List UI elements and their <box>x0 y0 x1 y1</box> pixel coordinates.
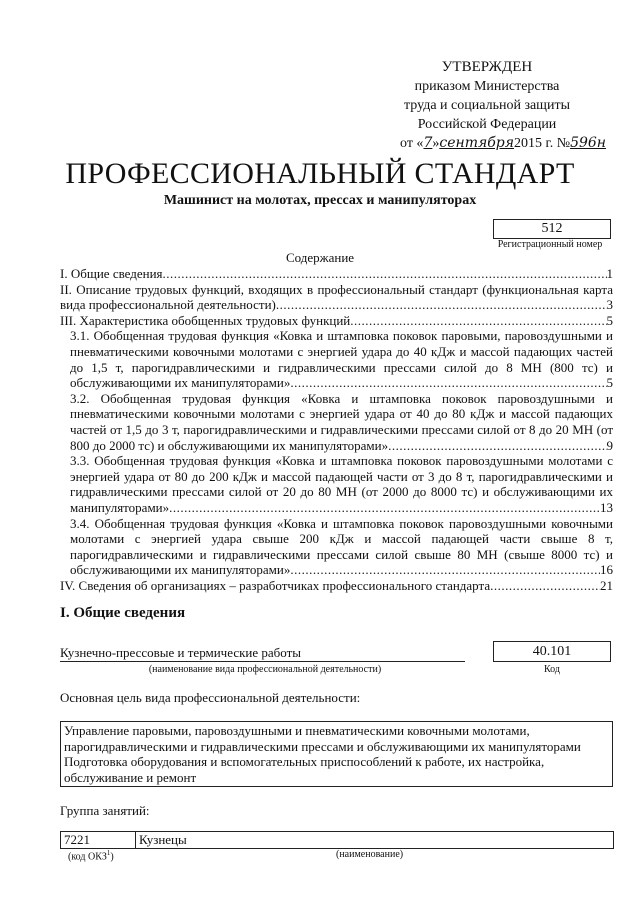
activity-caption: (наименование вида профессиональной деятельности) <box>148 664 382 675</box>
toc-item-line: до 1,5 т, парогидравлическими и гидравлическими прессами силой до 8 МН (800 тс) и <box>70 359 613 375</box>
goal-line: парогидравлическими и гидравлическими прессами и обслуживающими их манипуляторами <box>64 738 581 754</box>
toc-leader-dots <box>490 578 600 594</box>
toc-item-line: энергией удара от 80 до 200 кДж и массой падающей части от 3 до 8 т, парогидравлическими и <box>70 468 613 484</box>
toc-entry-text: обслуживающими их манипуляторами» <box>70 562 291 578</box>
toc-leader-dots <box>290 562 600 578</box>
toc-page-number: 9 <box>606 437 613 453</box>
order-number: 596н <box>570 135 607 151</box>
toc-entry-row <box>70 500 613 516</box>
toc-entry-text: манипуляторами» <box>70 499 170 515</box>
toc-leader-dots <box>169 500 600 516</box>
toc-leader-dots <box>276 297 607 313</box>
toc-item-line: пневматическими ковочными молотами с энергией удара до 40 кДж и массой падающих частей <box>70 343 613 359</box>
toc-item-line: 3.3. Обобщенная трудовая функция «Ковка и штамповка поковок паровоздушными молотами с <box>70 453 613 469</box>
document-title: ПРОФЕССИОНАЛЬНЫЙ СТАНДАРТ <box>65 157 575 190</box>
toc-page-number: 5 <box>606 312 613 328</box>
toc-leader-dots <box>290 375 606 391</box>
document-subtitle: Машинист на молотах, прессах и манипуляторах <box>163 193 477 208</box>
toc-entry-row <box>70 375 613 391</box>
toc-item-line: парогидравлическими и гидравлическими прессами силой свыше 80 МН (свыше 8000 тс) и <box>70 546 613 562</box>
goal-line: Управление паровыми, паровоздушными и пневматическими ковочными молотами, <box>64 723 530 738</box>
toc-leader-dots <box>350 313 606 329</box>
approval-heading: УТВЕРЖДЕН <box>441 59 533 75</box>
toc-leader-dots <box>163 266 607 282</box>
toc-item-line: 3.2. Обобщенная трудовая функция «Ковка и штамповка поковок паровоздушными и <box>70 390 613 406</box>
date-prefix: от « <box>400 136 424 151</box>
toc-entry-text: вида профессиональной деятельности) <box>60 297 276 313</box>
activity-code-box: 40.101 <box>493 641 611 662</box>
okz-caption-end: ) <box>110 851 114 863</box>
toc-leader-dots <box>388 438 606 454</box>
goal-box <box>60 721 613 787</box>
occupation-name: Кузнецы <box>136 832 614 849</box>
toc-entry-text: обслуживающими их манипуляторами» <box>70 375 291 391</box>
goal-label: Основная цель вида профессиональной деятельности: <box>60 690 361 705</box>
toc-item-line: II. Описание трудовых функций, входящих в профессиональный стандарт (функциональная карта <box>60 281 613 297</box>
occupation-table <box>60 831 614 849</box>
okz-caption-text: (код ОКЗ <box>68 851 107 863</box>
toc-item <box>60 453 613 515</box>
toc-page-number: 1 <box>606 266 613 281</box>
registration-number-box: 512 <box>493 219 611 239</box>
toc-entry-text: IV. Сведения об организациях – разработчиках профессионального стандарта <box>60 577 491 593</box>
approval-line-1: приказом Министерства <box>414 79 560 94</box>
toc-entry-text: III. Характеристика обобщенных трудовых функций <box>60 312 351 328</box>
toc-item <box>60 328 613 390</box>
table-row <box>61 832 614 849</box>
toc-item <box>60 391 613 453</box>
section-title: I. Общие сведения <box>60 605 186 621</box>
toc-entry-row <box>60 313 613 329</box>
approval-date <box>362 134 612 153</box>
date-month: сентября <box>439 135 515 151</box>
toc-entry-row <box>70 438 613 454</box>
toc-item-line: молотами с энергией удара свыше 200 кДж и массой падающей части свыше 8 т, <box>70 531 613 547</box>
toc-page-number: 16 <box>600 562 613 578</box>
toc-page-number: 3 <box>606 297 613 313</box>
toc-heading: Содержание <box>285 250 355 265</box>
footnote-marker: 1 <box>106 849 111 857</box>
toc-item <box>60 516 613 578</box>
occupation-name-caption: (наименование) <box>336 849 404 860</box>
toc-item <box>60 282 613 313</box>
occupation-group-label: Группа занятий: <box>60 803 150 818</box>
occupation-code-caption <box>68 849 114 862</box>
toc-entry-row <box>60 266 613 282</box>
date-mid: » <box>432 136 440 151</box>
date-day: 7 <box>423 135 433 151</box>
toc-item-line: 3.4. Обобщенная трудовая функция «Ковка и штамповка поковок паровоздушными ковочными <box>70 515 613 531</box>
goal-line: Подготовка оборудования и вспомогательных приспособлений к работе, их настройка, <box>64 754 545 769</box>
activity-name: Кузнечно-прессовые и термические работы <box>60 645 302 660</box>
toc-item <box>60 266 613 282</box>
toc-entry-text: I. Общие сведения <box>60 266 163 281</box>
table-of-contents <box>60 266 613 593</box>
approval-line-2: труда и социальной защиты <box>404 98 570 113</box>
approval-block <box>362 58 612 153</box>
toc-item <box>60 578 613 594</box>
date-year: 2015 г. № <box>514 136 571 151</box>
registration-number-label: Регистрационный номер <box>497 239 603 250</box>
toc-entry-row <box>60 578 613 594</box>
toc-item-line: частей от 1,5 до 3 т, парогидравлическими и гидравлическими прессами силой от 8 до 20 МН (от <box>70 421 613 437</box>
toc-item <box>60 313 613 329</box>
toc-page-number: 21 <box>600 577 613 593</box>
toc-entry-text: 800 до 2000 тс) и обслуживающими их манипуляторами» <box>70 437 389 453</box>
toc-page-number: 13 <box>600 499 613 515</box>
goal-line: обслуживание и ремонт <box>64 769 197 785</box>
occupation-code: 7221 <box>61 832 136 849</box>
activity-code-caption: Код <box>544 664 560 675</box>
toc-item-line: 3.1. Обобщенная трудовая функция «Ковка и штамповка поковок паровыми, паровоздушными и <box>70 328 613 344</box>
toc-page-number: 5 <box>606 375 613 391</box>
toc-item-line: гидравлическими прессами силой от 20 до 80 МН (от 2000 до 8000 тс) и обслуживающими их <box>70 484 613 500</box>
toc-item-line: пневматическими ковочными молотами с энергией удара от 40 до 80 кДж и массой падающих <box>70 406 613 422</box>
toc-entry-row <box>70 562 613 578</box>
activity-underline <box>60 661 465 662</box>
approval-line-3: Российской Федерации <box>417 117 557 132</box>
toc-entry-row <box>60 297 613 313</box>
